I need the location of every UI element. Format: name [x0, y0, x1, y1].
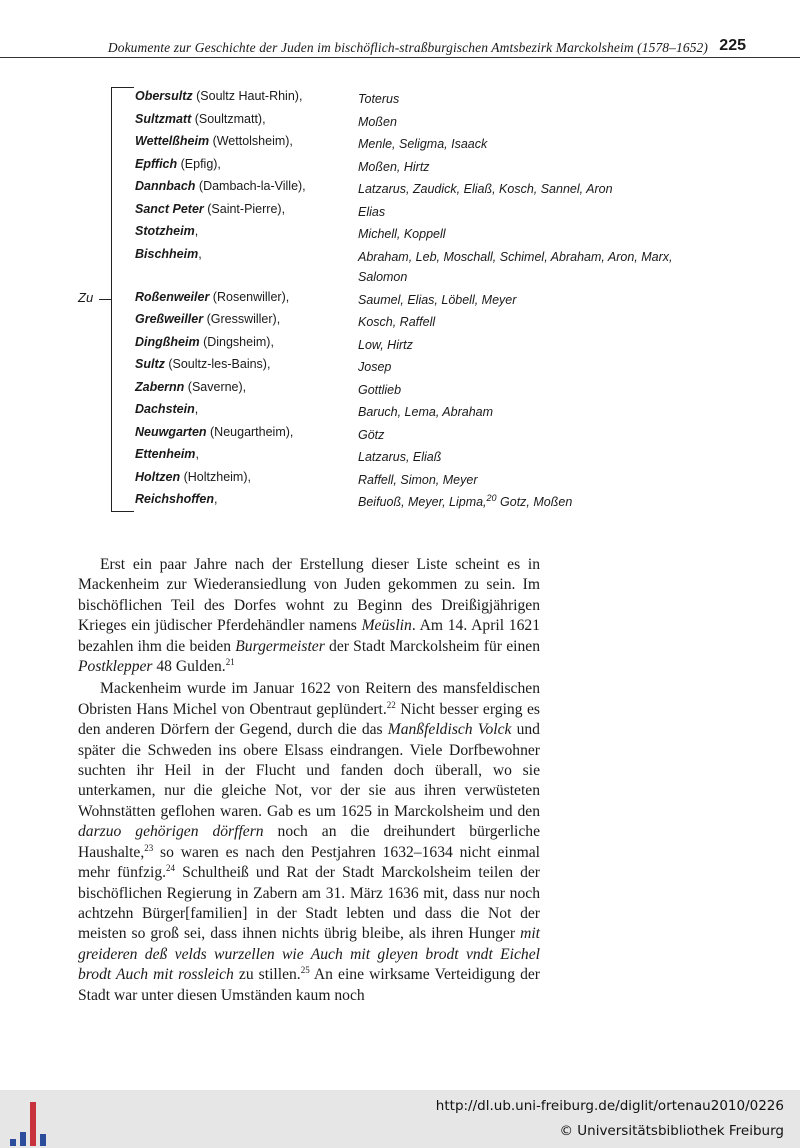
modern-name: , [194, 224, 199, 238]
person-names: Beifuoß, Meyer, Lipma,$^{20}$ Gotz, Moßen [358, 492, 573, 509]
person-names: Toterus [358, 92, 400, 106]
modern-name: , [195, 447, 199, 461]
footer-bar [0, 1090, 800, 1148]
modern-name: , [213, 492, 218, 506]
list-row [135, 447, 735, 470]
place-entry [135, 425, 293, 439]
list-row [135, 112, 735, 135]
place-name: Stotzheim [135, 224, 195, 238]
emphasis: Burgermeister [235, 637, 325, 655]
list-row [135, 402, 735, 425]
footnote-ref: 24 [166, 862, 176, 873]
page-number: 225 [719, 37, 746, 54]
modern-name: (Neugartheim), [206, 424, 294, 439]
emphasis: darzuo gehörigen dörffern [78, 823, 264, 841]
place-entry [135, 202, 285, 216]
footnote-ref: 23 [144, 842, 154, 853]
place-name: Reichshoffen [135, 492, 214, 506]
list-row [135, 134, 735, 157]
modern-name: (Dambach-la-Ville), [195, 179, 306, 193]
place-name: Sanct Peter [135, 201, 204, 216]
list-row [135, 247, 735, 290]
place-name: Wettelßheim [135, 134, 210, 148]
library-logo-icon [8, 1102, 54, 1146]
modern-name: (Gresswiller), [203, 312, 281, 326]
place-name: Dachstein [135, 402, 195, 416]
person-names: Moßen, Hirtz [358, 159, 430, 174]
list-row [135, 224, 735, 247]
modern-name: (Saint-Pierre), [203, 201, 286, 216]
place-name: Dannbach [135, 179, 196, 193]
place-name: Neuwgarten [135, 424, 207, 439]
person-names: Abraham, Leb, Moschall, Schimel, Abraham, Aron, Marx, Salomon [358, 249, 673, 284]
running-title: Dokumente zur Geschichte der Juden im bischöflich-straßburgischen Amtsbezirk Marckolsheim (1578–1652) [107, 40, 708, 55]
place-name: Greßweiller [135, 312, 204, 326]
place-entry [135, 112, 266, 126]
footnote-ref: 25 [300, 964, 310, 975]
place-entry [135, 335, 274, 349]
modern-name: (Dingsheim), [199, 334, 274, 349]
place-entry [135, 357, 270, 371]
person-names: Michell, Koppell [358, 227, 446, 241]
modern-name: (Epfig), [177, 156, 221, 171]
list-row [135, 335, 735, 358]
list-row [135, 202, 735, 225]
bracket [111, 87, 134, 512]
person-names: Latzarus, Zaudick, Eliaß, Kosch, Sannel, Aron [358, 182, 613, 196]
place-name: Sultzmatt [135, 111, 192, 126]
list-row [135, 290, 735, 313]
person-names: Baruch, Lema, Abraham [358, 405, 494, 419]
modern-name: (Soultz Haut-Rhin), [192, 89, 303, 103]
place-entry [135, 224, 198, 238]
person-names: Low, Hirtz [358, 337, 413, 352]
person-names: Götz [358, 427, 385, 442]
emphasis: Manßfeldisch Volck [387, 721, 512, 739]
place-entry [135, 380, 246, 394]
place-entry [135, 157, 221, 171]
place-name: Roßenweiler [135, 289, 210, 304]
footnote-ref: 22 [386, 699, 396, 710]
copyright-notice: © Universitätsbibliothek Freiburg [559, 1123, 784, 1139]
page-header [0, 36, 800, 62]
person-names: Josep [358, 360, 392, 374]
place-name: Zabernn [135, 379, 185, 394]
modern-name: (Soultz-les-Bains), [164, 357, 271, 371]
list-row [135, 470, 735, 493]
person-names: Raffell, Simon, Meyer [358, 472, 478, 487]
list-row [135, 492, 735, 515]
footnote-ref: 21 [225, 656, 235, 667]
bracket-tick [99, 299, 111, 300]
place-entry [135, 247, 202, 261]
list-row [135, 157, 735, 180]
emphasis: Meüslin [361, 617, 412, 635]
place-entry [135, 290, 289, 304]
person-names: Moßen [358, 114, 397, 129]
place-name: Holtzen [135, 469, 181, 484]
modern-name: (Soultzmatt), [191, 111, 266, 126]
person-names: Kosch, Raffell [358, 315, 436, 329]
header-rule [0, 57, 800, 58]
paragraph-2: Mackenheim wurde im Januar 1622 von Reitern des mansfeldischen Obristen Hans Michel von Obentraut geplündert.$^{22}$ Nicht besser erging es den anderen Dörfern der Gegend, durch die das Manßfeldisch Volck und später die Schweden ins obere Elsass eindrangen. Viele Dorfbewohner suchten ihr Heil in der Flucht und fanden doch überall, wo sie unterkamen, nur die gleiche Not, vor der sie aus ihren verwüsteten Wohnstätten geflohen waren. Gab es um 1625 in Marckolsheim und den darzuo gehörigen dörffern noch an die dreihundert bürgerliche Haushalte,$^{23}$ so waren es nach den Pestjahren 1632–1634 nicht einmal mehr fünfzig.$^{24}$ Schultheiß und Rat der Stadt Marckolsheim teilen der bischöflichen Regierung in Zabern am 31. März 1636 mit, dass nur noch achtzehn Bürger[familien] in der Stadt lebten und dass die Not der meisten so groß sei, dass ihnen nichts übrig bleibe, als ihren Hunger mit greideren deß velds wurzellen wie Auch mit gleyen brodt vndt Eichel brodt Auch mit rossleich zu stillen.$^{25}$ An eine wirksame Verteidigung der Stadt war unter diesen Umständen kaum noch [78, 680, 541, 1004]
place-entry [135, 312, 280, 326]
list-row [135, 380, 735, 403]
person-names: Saumel, Elias, Löbell, Meyer [358, 292, 517, 307]
place-entry [135, 447, 199, 461]
person-names: Gottlieb [358, 382, 402, 397]
place-name: Dingßheim [135, 334, 200, 349]
footnote-ref: 20 [486, 492, 497, 503]
list-row [135, 179, 735, 202]
place-name: Bischheim [135, 246, 199, 261]
place-entry [135, 470, 251, 484]
person-names: Latzarus, Eliaß [358, 450, 442, 464]
modern-name: (Saverne), [184, 379, 247, 394]
emphasis: Postklepper [78, 658, 153, 676]
source-url-link[interactable]: http://dl.ub.uni-freiburg.de/diglit/ortenau2010/0226 [435, 1098, 784, 1114]
place-entry [135, 89, 302, 103]
list-row [135, 357, 735, 380]
body-text [78, 555, 540, 1006]
modern-name: (Rosenwiller), [209, 289, 290, 304]
place-name: Ettenheim [135, 447, 196, 461]
modern-name: (Wettolsheim), [209, 134, 293, 148]
place-name: Epffich [135, 156, 178, 171]
place-list [135, 89, 735, 515]
modern-name: , [194, 402, 199, 416]
place-entry [135, 134, 293, 148]
zu-label: Zu [78, 290, 94, 305]
emphasis: mit greideren deß velds wurzellen wie Auch mit gleyen brodt vndt Eichel brodt Auch mit rossleich [78, 925, 540, 984]
list-row [135, 425, 735, 448]
place-name: Obersultz [135, 89, 193, 103]
modern-name: , [198, 246, 202, 261]
list-row [135, 89, 735, 112]
place-name: Sultz [135, 357, 165, 371]
paragraph-1: Erst ein paar Jahre nach der Erstellung dieser Liste scheint es in Mackenheim zur Wiederansiedlung von Juden gekommen zu sein. Im bischöflichen Teil des Dorfes wohnt zu Beginn des Dreißigjährigen Krieges ein jüdischer Pferdehändler namens Meüslin. Am 14. April 1621 bezahlen ihm die beiden Burgermeister der Stadt Marckolsheim für einen Postklepper 48 Gulden.$^{21}$ [78, 556, 540, 676]
place-entry [135, 179, 306, 193]
person-names: Menle, Seligma, Isaack [358, 137, 488, 151]
modern-name: (Holtzheim), [180, 469, 251, 484]
person-names: Elias [358, 204, 386, 219]
place-entry [135, 492, 217, 506]
place-entry [135, 402, 198, 416]
list-row [135, 312, 735, 335]
